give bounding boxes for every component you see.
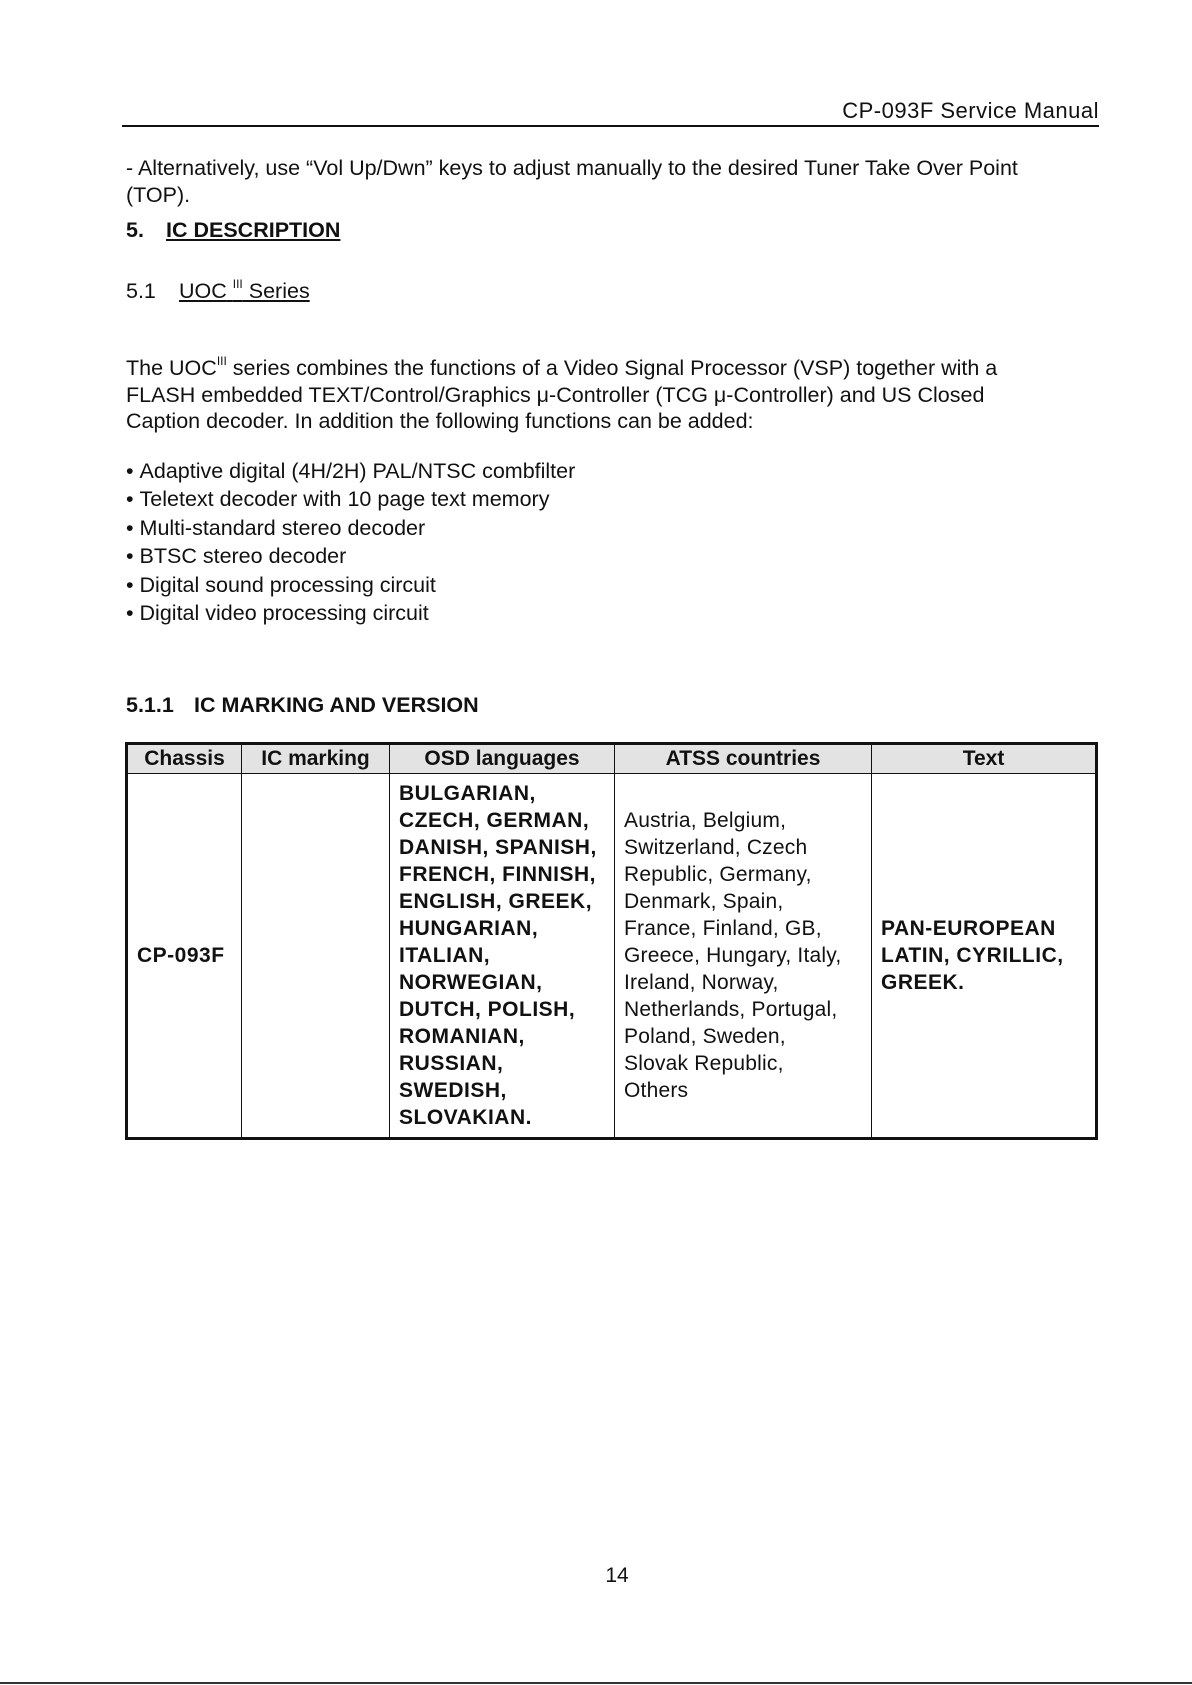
cell-ic-marking [242, 774, 390, 1139]
atss-country-line: Others [624, 1079, 689, 1102]
osd-language-line: ITALIAN, [399, 944, 491, 967]
atss-country-line: Denmark, Spain, [624, 890, 784, 913]
table-section-title: IC MARKING AND VERSION [194, 693, 479, 718]
cell-osd-languages [390, 774, 615, 1139]
cell-chassis: CP-093F [127, 774, 242, 1139]
table-section-number: 5.1.1 [126, 693, 174, 718]
paragraph-line-1: series combines the functions of a Video Signal Processor (VSP) together with a [226, 356, 998, 380]
page-header-title: CP-093F Service Manual [842, 98, 1099, 123]
osd-language-line: NORWEGIAN, [399, 971, 543, 994]
osd-language-line: CZECH, GERMAN, [399, 809, 590, 832]
osd-language-line: DANISH, SPANISH, [399, 836, 597, 859]
feature-item: • Digital sound processing circuit [126, 571, 1086, 600]
atss-country-line: Austria, Belgium, [624, 809, 787, 832]
cell-atss-countries [615, 774, 872, 1139]
page-content [126, 155, 1086, 719]
feature-item: • Teletext decoder with 10 page text memory [126, 485, 1086, 514]
table-header-row [127, 744, 1097, 774]
feature-item: • BTSC stereo decoder [126, 542, 1086, 571]
paragraph-superscript: III [216, 354, 227, 368]
section-number: 5. [126, 218, 144, 242]
subsection-title-superscript: III [232, 277, 243, 291]
atss-country-line: Slovak Republic, [624, 1052, 784, 1075]
subsection-number: 5.1 [126, 279, 156, 303]
subsection-title-suffix: Series [242, 279, 310, 303]
atss-country-line: Greece, Hungary, Italy, [624, 944, 842, 967]
feature-item: • Adaptive digital (4H/2H) PAL/NTSC combfilter [126, 457, 1086, 486]
header-rule [122, 125, 1099, 127]
table-section-heading [126, 692, 1086, 719]
subsection-title-prefix: UOC [179, 279, 227, 303]
text-line: PAN-EUROPEAN [881, 917, 1056, 940]
atss-country-line: France, Finland, GB, [624, 917, 822, 940]
header-atss-countries: ATSS countries [615, 744, 872, 774]
page-number: 14 [605, 1564, 629, 1587]
osd-language-line: ROMANIAN, [399, 1025, 525, 1048]
atss-country-line: Republic, Germany, [624, 863, 812, 886]
ic-marking-table [125, 742, 1098, 1140]
osd-language-line: DUTCH, POLISH, [399, 998, 576, 1021]
table-row [127, 774, 1097, 1139]
section-title: IC DESCRIPTION [166, 218, 341, 242]
text-line: LATIN, CYRILLIC, [881, 944, 1064, 967]
paragraph-line-2: FLASH embedded TEXT/Control/Graphics μ-Controller (TCG μ-Controller) and US Closed [126, 382, 985, 407]
osd-language-line: FRENCH, FINNISH, [399, 863, 596, 886]
header-ic-marking: IC marking [242, 744, 390, 774]
paragraph-prefix: The UOC [126, 356, 217, 380]
feature-item: • Digital video processing circuit [126, 599, 1086, 628]
header-osd-languages: OSD languages [390, 744, 615, 774]
osd-language-line: HUNGARIAN, [399, 917, 539, 940]
osd-language-line: RUSSIAN, [399, 1052, 504, 1075]
intro-paragraph: - Alternatively, use “Vol Up/Dwn” keys to adjust manually to the desired Tuner Take Over Point (TOP). [126, 156, 1018, 207]
feature-item: • Multi-standard stereo decoder [126, 514, 1086, 543]
cell-text [872, 774, 1097, 1139]
feature-list [126, 457, 1086, 629]
osd-language-line: SWEDISH, [399, 1079, 507, 1102]
bottom-rule [0, 1682, 1192, 1684]
header-chassis: Chassis [127, 744, 242, 774]
osd-language-line: SLOVAKIAN. [399, 1106, 532, 1129]
subsection-heading [126, 278, 1086, 305]
paragraph-line-3: Caption decoder. In addition the following functions can be added: [126, 409, 754, 433]
header-text: Text [872, 744, 1097, 774]
osd-language-line: ENGLISH, GREEK, [399, 890, 593, 913]
atss-country-line: Ireland, Norway, [624, 971, 779, 994]
section-heading [126, 217, 1086, 244]
text-line: GREEK. [881, 971, 965, 994]
atss-country-line: Poland, Sweden, [624, 1025, 786, 1048]
osd-language-line: BULGARIAN, [399, 782, 536, 805]
atss-country-line: Netherlands, Portugal, [624, 998, 838, 1021]
description-paragraph [126, 355, 1086, 435]
atss-country-line: Switzerland, Czech [624, 836, 808, 859]
